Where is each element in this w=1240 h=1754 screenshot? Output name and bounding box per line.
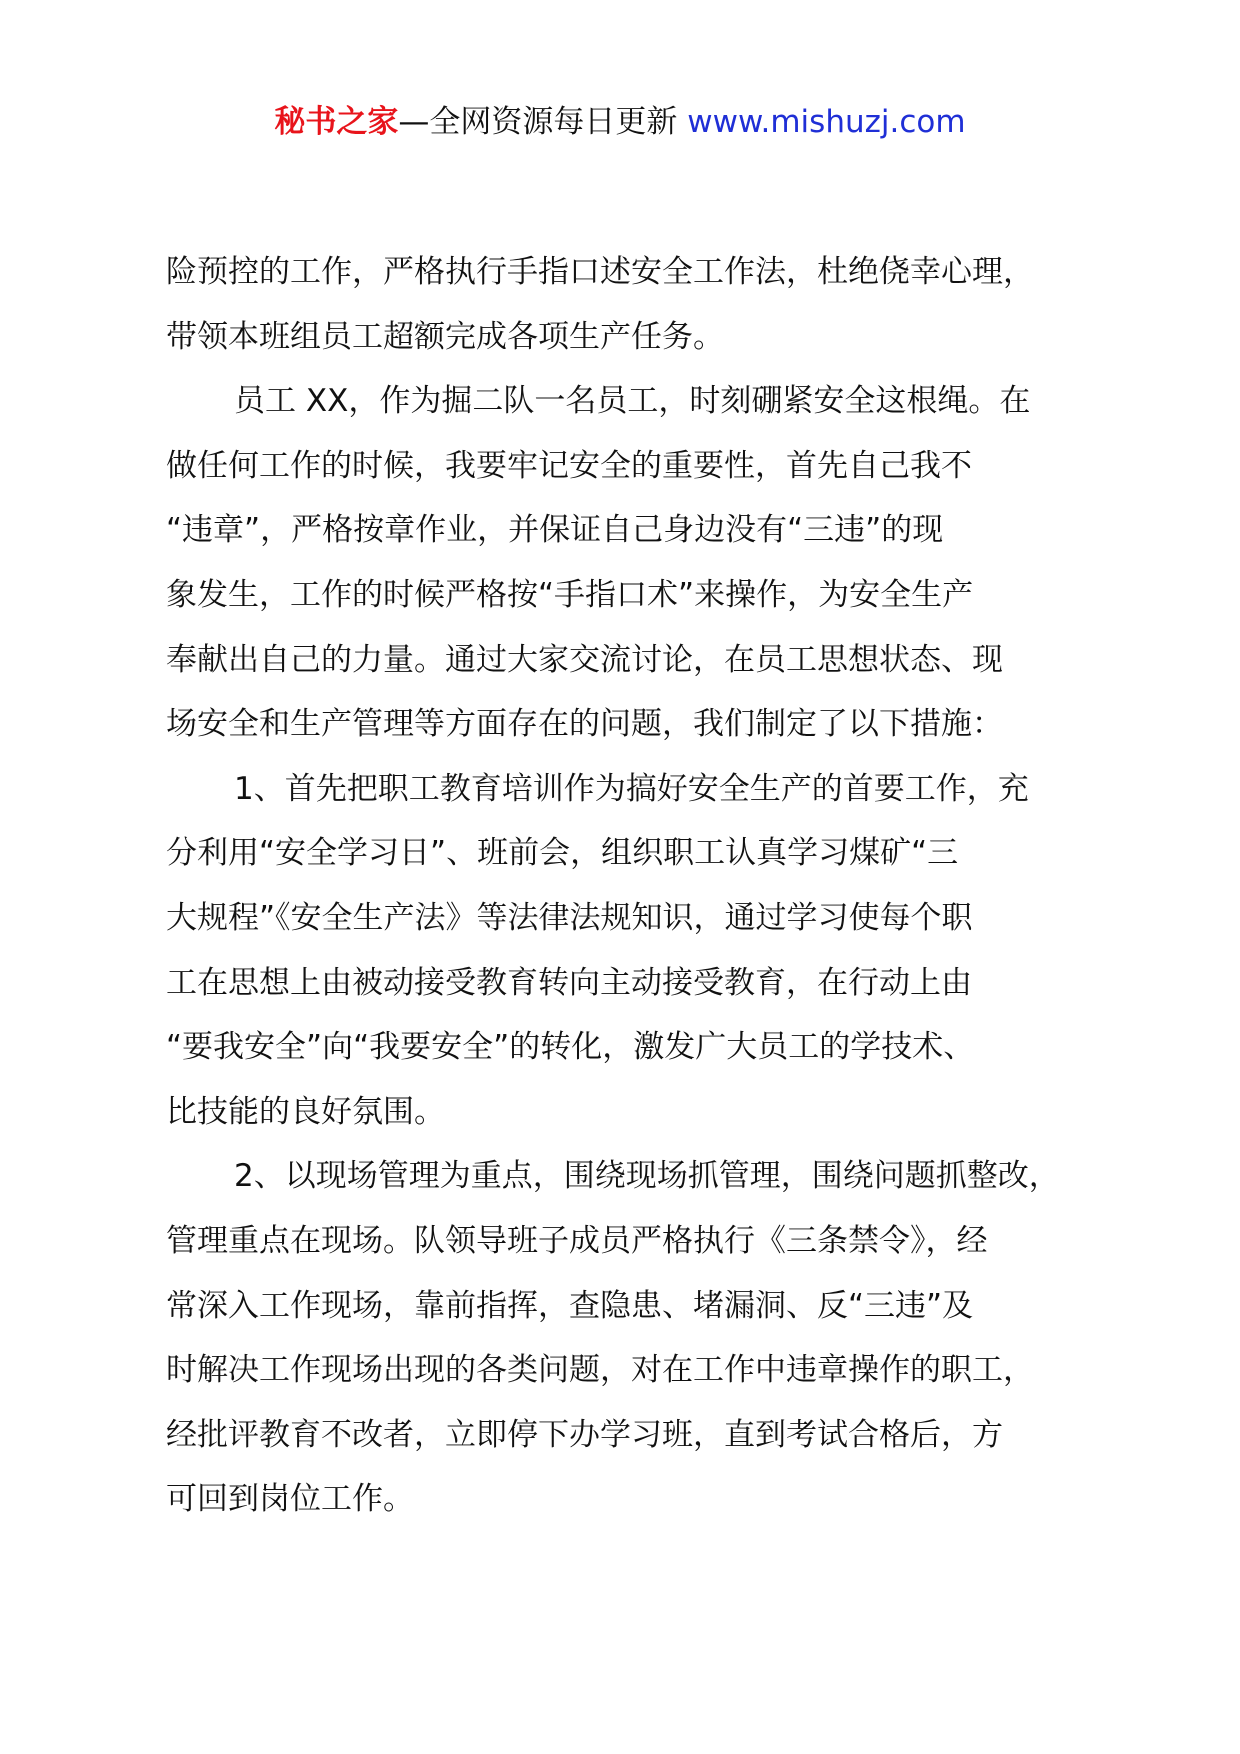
paragraph-first-line: 1、首先把职工教育培训作为搞好安全生产的首要工作，充 — [234, 770, 1029, 807]
body-line: 管理重点在现场。队领导班子成员严格执行《三条禁令》，经 — [166, 1222, 988, 1259]
body-line: 工在思想上由被动接受教育转向主动接受教育，在行动上由 — [166, 964, 972, 1001]
body-line: 场安全和生产管理等方面存在的问题，我们制定了以下措施： — [166, 706, 1003, 743]
body-line: 带领本班组员工超额完成各项生产任务。 — [166, 318, 724, 355]
body-line: 经批评教育不改者，立即停下办学习班，直到考试合格后，方 — [166, 1416, 1003, 1453]
header-url-link[interactable]: www.mishuzj.com — [687, 104, 966, 140]
paragraph-first-line: 2、以现场管理为重点，围绕现场抓管理，围绕问题抓整改， — [234, 1158, 1060, 1195]
body-line: 做任何工作的时候，我要牢记安全的重要性，首先自己我不 — [166, 447, 972, 484]
body-line: 象发生，工作的时候严格按“手指口术”来操作，为安全生产 — [166, 576, 974, 613]
body-line: 时解决工作现场出现的各类问题，对在工作中违章操作的职工， — [166, 1352, 1034, 1389]
body-line: 可回到岗位工作。 — [166, 1481, 414, 1518]
page-header — [0, 100, 1240, 144]
document-body — [166, 240, 1126, 1532]
body-line: 常深入工作现场，靠前指挥，查隐患、堵漏洞、反“三违”及 — [166, 1287, 974, 1324]
body-line: 奉献出自己的力量。通过大家交流讨论，在员工思想状态、现 — [166, 641, 1003, 678]
body-line: 大规程”《安全生产法》等法律法规知识，通过学习使每个职 — [166, 899, 973, 936]
header-brand: 秘书之家 — [274, 104, 399, 140]
body-line: “要我安全”向“我要安全”的转化，激发广大员工的学技术、 — [166, 1029, 975, 1066]
paragraph-first-line: 员工 XX，作为掘二队一名员工，时刻硼紧安全这根绳。在 — [234, 383, 1031, 420]
body-line: 比技能的良好氛围。 — [166, 1093, 445, 1130]
body-line: “违章”，严格按章作业，并保证自己身边没有“三违”的现 — [166, 512, 944, 549]
body-line: 险预控的工作，严格执行手指口述安全工作法，杜绝侥幸心理， — [166, 254, 1034, 290]
body-line: 分利用“安全学习日”、班前会，组织职工认真学习煤矿“三 — [166, 835, 959, 872]
header-tagline: —全网资源每日更新 — [398, 104, 678, 140]
